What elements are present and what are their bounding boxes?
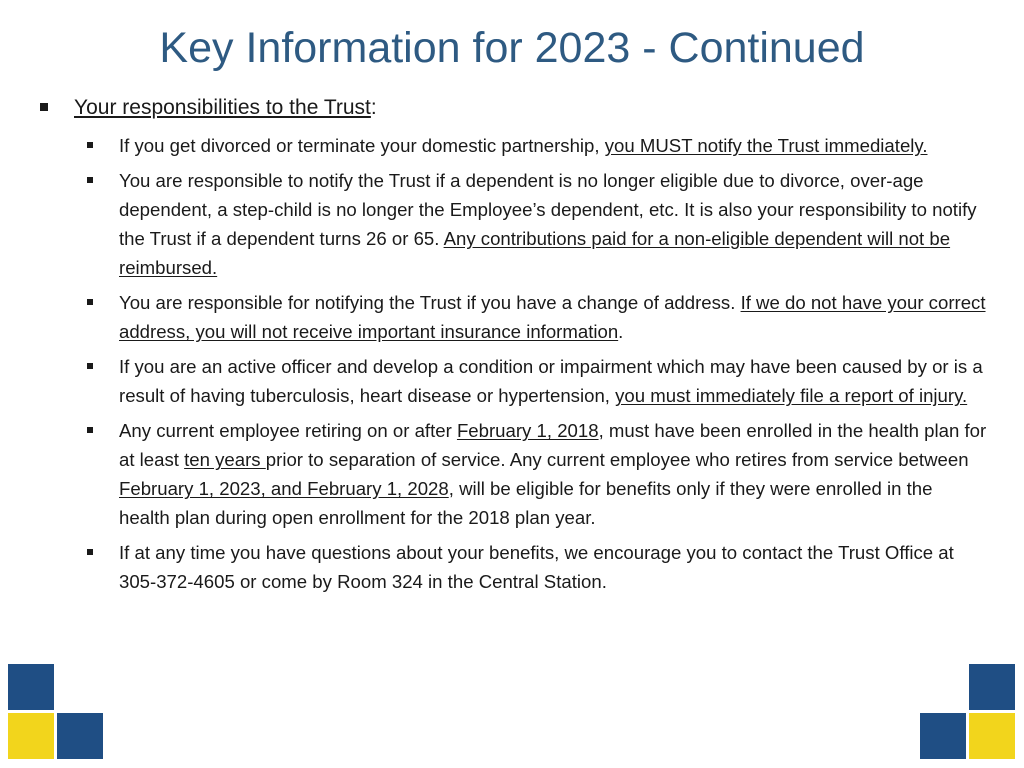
list-item-text — [119, 131, 987, 160]
text-segment: , must have been enrolled in the health plan for at least — [119, 420, 987, 470]
navy-square — [969, 664, 1015, 710]
list-item — [87, 416, 987, 532]
navy-square — [920, 713, 966, 759]
list-item-text — [119, 538, 987, 596]
main-bullet-label: Your responsibilities to the Trust — [74, 96, 371, 119]
responsibility-list — [87, 131, 987, 602]
square-bullet-icon — [87, 299, 93, 305]
list-item — [87, 131, 987, 160]
text-segment: If you are an active officer and develop a condition or impairment which may have been caused by or is a result of having tuberculosis, heart disease or hypertension, — [119, 356, 983, 406]
list-item — [87, 166, 987, 282]
underlined-segment: you must immediately file a report of injury. — [615, 385, 968, 406]
main-bullet-suffix: : — [370, 96, 377, 119]
underlined-segment: Any contributions paid for a non-eligible dependent will not be reimbursed. — [119, 228, 951, 278]
list-item — [87, 352, 987, 410]
navy-square — [8, 664, 54, 710]
text-segment: , will be eligible for benefits only if they were enrolled in the health plan during open enrollment for the 2018 plan year. — [119, 478, 933, 528]
list-item-text — [119, 288, 987, 346]
list-item-text — [119, 352, 987, 410]
square-bullet-icon — [87, 177, 93, 183]
underlined-segment: February 1, 2023, and February 1, 2028 — [119, 478, 449, 499]
slide-title: Key Information for 2023 - Continued — [159, 24, 865, 72]
text-segment: . — [618, 321, 624, 342]
main-bullet-text — [74, 93, 377, 123]
text-segment: Any current employee retiring on or after — [119, 420, 457, 441]
square-bullet-icon — [87, 363, 93, 369]
square-bullet-icon — [87, 427, 93, 433]
text-segment: You are responsible to notify the Trust if a dependent is no longer eligible due to divorce, over-age dependent, a step-child is no longer the Employee’s dependent, etc. It is also your responsibility to notify the Trust if a dependent turns 26 or 65. — [119, 170, 977, 249]
text-segment: You are responsible for notifying the Trust if you have a change of address. — [119, 292, 741, 313]
main-bullet — [40, 93, 377, 123]
text-segment: prior to separation of service. Any current employee who retires from service between — [265, 449, 969, 470]
square-bullet-icon — [87, 142, 93, 148]
underlined-segment: If we do not have your correct address, you will not receive important insurance information — [119, 292, 986, 342]
text-segment: If you get divorced or terminate your domestic partnership, — [119, 135, 605, 156]
square-bullet-icon — [40, 103, 48, 111]
underlined-segment: February 1, 2018 — [456, 420, 599, 441]
list-item — [87, 538, 987, 596]
gold-square — [8, 713, 54, 759]
list-item-text — [119, 416, 987, 532]
underlined-segment: ten years — [184, 449, 266, 470]
square-bullet-icon — [87, 549, 93, 555]
underlined-segment: you MUST notify the Trust immediately. — [604, 135, 928, 156]
text-segment: If at any time you have questions about your benefits, we encourage you to contact the Trust Office at 305-372-4605 or come by Room 324 in the Central Station. — [119, 542, 954, 592]
list-item — [87, 288, 987, 346]
list-item-text — [119, 166, 987, 282]
navy-square — [57, 713, 103, 759]
gold-square — [969, 713, 1015, 759]
